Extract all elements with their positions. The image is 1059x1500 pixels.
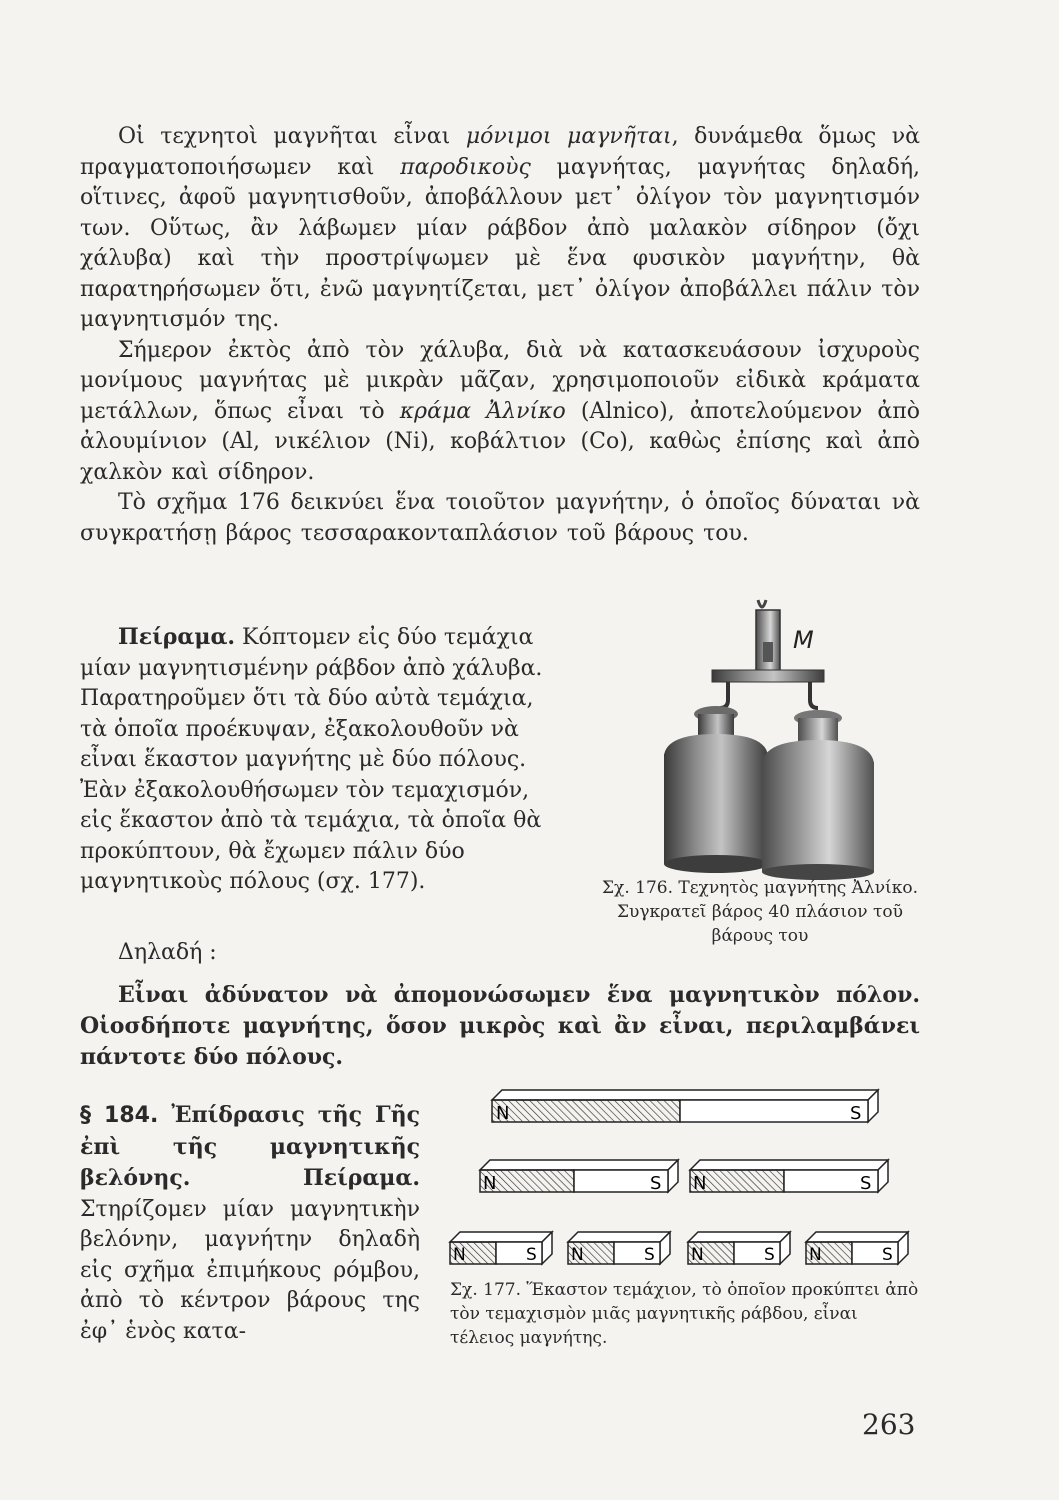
paragraph-temporary-magnets: Οἱ τεχνητοὶ μαγνῆται εἶναι μόνιμοι μαγνῆται, δυνάμεθα ὅμως νὰ πραγματοποιήσωμεν καὶ παροδικοὺς μαγνήτας, μαγνήτας δηλαδή, οἵτινες, ἀφοῦ μαγνητισθοῦν, ἀποβάλλουν μετ᾽ ὀλίγον τὸν μαγνητισμόν των. Οὕτως, ἂν λάβωμεν μίαν ράβδον ἀπὸ μαλακὸν σίδηρον (ὄχι χάλυβα) καὶ τὴν προστρίψωμεν μὲ ἕνα φυσικὸν μαγνήτην, θὰ παρατηρήσωμεν ὅτι, ἐνῶ μαγνητίζεται, μετ᾽ ὀλίγον ἀποβάλλει πάλιν τὸν μαγνητισμόν της. xyxy=(80,124,921,332)
svg-text:N: N xyxy=(496,1103,510,1124)
svg-text:N: N xyxy=(809,1245,822,1265)
svg-text:N: N xyxy=(453,1245,466,1265)
svg-text:S: S xyxy=(644,1245,655,1265)
intro-text xyxy=(80,122,920,549)
section-experiment-label: Πείραμα. xyxy=(190,1165,420,1191)
law-statement: Εἶναι ἀδύνατον νὰ ἀπομονώσωμεν ἕνα μαγνητικὸν πόλον. Οἱοσδήποτε μαγνήτης, ὅσον μικρὸς καὶ ἂν εἶναι, περιλαμβάνει πάντοτε δύο πόλους. xyxy=(80,982,920,1070)
svg-text:S: S xyxy=(526,1245,537,1265)
magnet-quarter-3 xyxy=(688,1232,790,1265)
label-m: M xyxy=(793,626,814,654)
svg-text:N: N xyxy=(571,1245,584,1265)
magnet-quarter-2 xyxy=(568,1232,670,1265)
experiment-text: Πείραμα. Κόπτομεν εἰς δύο τεμάχια μίαν μαγνητισμένην ράβδον ἀπὸ χάλυβα. Παρατηροῦμεν ὅτι τὰ δύο αὐτὰ τεμάχια, τὰ ὁποῖα προέκυψαν, ἐξακολουθοῦν νὰ εἶναι ἕκαστον μαγνήτης μὲ δύο πόλους. Ἐὰν ἐξακολουθήσωμεν τὸν τεμαχισμόν, εἰς ἕκαστον ἀπὸ τὰ τεμάχια, τὰ ὁποῖα θὰ προκύπτουν, θὰ ἔχωμεν πάλιν δύο μαγνητικοὺς πόλους (σχ. 177). xyxy=(80,624,543,894)
svg-text:S: S xyxy=(882,1245,893,1265)
figure-177-caption: Σχ. 177. Ἕκαστον τεμάχιον, τὸ ὁποῖον προκύπτει ἀπὸ τὸν τεμαχισμὸν μιᾶς μαγνητικῆς ράβδου, εἶναι τέλειος μαγνήτης. xyxy=(450,1280,919,1348)
experiment-heading: Πείραμα. xyxy=(118,624,236,650)
section-title: Ἐπίδρασις τῆς Γῆς ἐπὶ τῆς μαγνητικῆς βελόνης. xyxy=(80,1102,420,1191)
svg-text:N: N xyxy=(691,1245,704,1265)
svg-text:S: S xyxy=(650,1173,662,1194)
dilady-label: Δηλαδή : xyxy=(118,940,217,965)
svg-text:S: S xyxy=(764,1245,775,1265)
paragraph-figure-176-ref: Τὸ σχῆμα 176 δεικνύει ἕνα τοιοῦτον μαγνήτην, ὁ ὁποῖος δύναται νὰ συγκρατήσῃ βάρος τεσσαρακονταπλάσιον τοῦ βάρους του. xyxy=(80,490,920,546)
svg-text:S: S xyxy=(860,1173,872,1194)
section-184: § 184. Ἐπίδρασις τῆς Γῆς ἐπὶ τῆς μαγνητικῆς βελόνης. Πείραμα. Στηρίζομεν μίαν μαγνητικὴν βελόνην, μαγνήτην δηλαδὴ εἰς σχῆμα ἐπιμήκους ρόμβου, ἀπὸ τὸ κέντρον βάρους της ἐφ᾽ ἑνὸς κατα- xyxy=(80,1102,420,1344)
section-number: § 184. xyxy=(80,1103,159,1128)
magnet-half-2 xyxy=(690,1160,888,1194)
paragraph-alnico: Σήμερον ἐκτὸς ἀπὸ τὸν χάλυβα, διὰ νὰ κατασκευάσουν ἰσχυροὺς μονίμους μαγνήτας μὲ μικρὰν μᾶζαν, χρησιμοποιοῦν εἰδικὰ κράματα μετάλλων, ὅπως εἶναι τὸ κράμα Ἀλνίκο (Alnico), ἀποτελούμενον ἀπὸ ἀλουμίνιον (Al, νικέλιον (Ni), κοβάλτιον (Co), καθὼς ἐπίσης καὶ ἀπὸ χαλκὸν καὶ σίδηρον. xyxy=(80,337,920,485)
magnet-quarter-4 xyxy=(806,1232,908,1265)
figure-176-magnet-image xyxy=(650,596,920,880)
magnet-quarter-1 xyxy=(450,1232,552,1265)
magnet-full xyxy=(492,1090,878,1124)
svg-text:S: S xyxy=(850,1103,862,1124)
figure-176-caption: Σχ. 176. Τεχνητὸς μαγνήτης Ἀλνίκο. Συγκρατεῖ βάρος 40 πλάσιον τοῦ βάρους του xyxy=(602,878,918,946)
magnet-half-1 xyxy=(480,1160,678,1194)
page-number: 263 xyxy=(862,1408,916,1441)
svg-text:N: N xyxy=(693,1173,707,1194)
svg-text:N: N xyxy=(483,1173,497,1194)
